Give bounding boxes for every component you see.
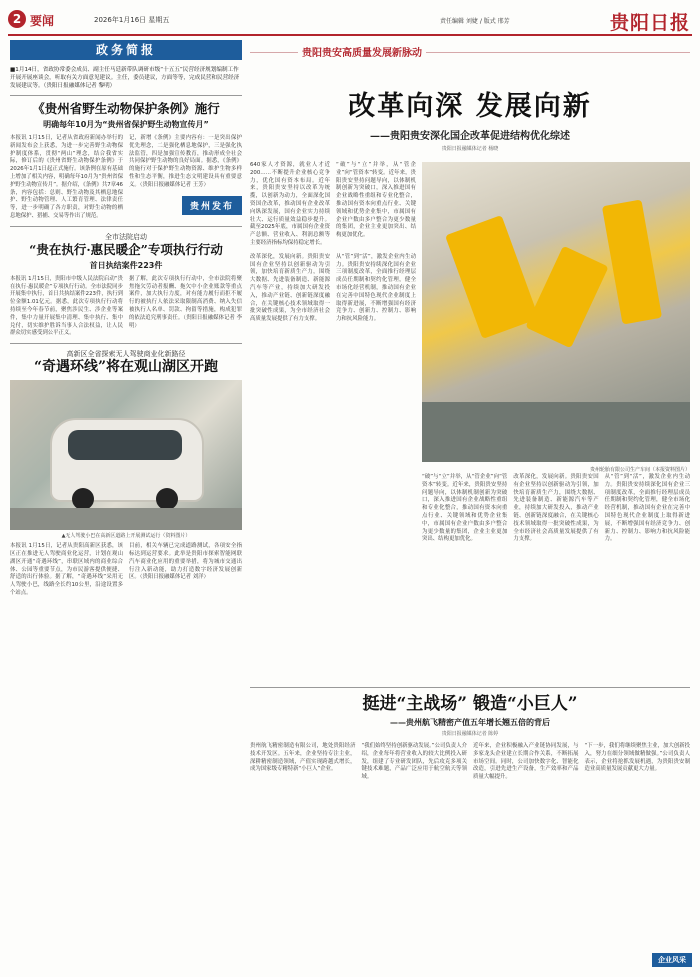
photo-caption: ▲无人驾驶小巴在高新区道路上开展测试运行（资料图片） xyxy=(61,533,191,540)
article-byline: 贵阳日报融媒体记者 陈婷 xyxy=(441,731,499,737)
article-body: 记，新增《条例》主要内容有：一是突出保护优先理念，二是强化栖息地保护，三是强化执法监管，四是加强宣传教育，推动形成全社会共同保护野生动物的良好局面。据悉，《条例》的施行对于保护野生动物资源、维护生物多样性和生态平衡，推进生态文明建设具有重要意义。（贵阳日报融媒体记者 王芳） xyxy=(129,135,242,188)
feature-body: 从“管”到“活”，激发企业内生动力。贵阳贵安持续深化国有企业三项制度改革，全面推行经理层成员任期制和契约化管理，健全市场化经营机制，推动国有企业在完善中国特色现代企业制度上取得新进展，不断增强国有经济竞争力、创新力、控制力、影响力和抗风险能力。 xyxy=(604,474,690,543)
divider xyxy=(250,687,690,688)
article-kicker: 高新区全省探索无人驾驶商业化新路径 xyxy=(66,350,186,359)
divider xyxy=(10,226,242,227)
article-body: “下一步，我们将继续聚焦主业，加大创新投入，努力在细分领域做精做强。”公司负责人表示，企业将抢抓发展机遇，为贵阳贵安制造业高质量发展贡献更大力量。 xyxy=(584,743,690,773)
banner-title: 贵阳贵安高质量发展新脉动 xyxy=(298,44,426,59)
article-subtitle: 首日执结案件223件 xyxy=(89,260,163,270)
feature-body: 改革深化，发展向新。贵阳贵安国有企业坚持以创新驱动为引领，加快培育新质生产力，围绕大数据、先进装备制造、新能源汽车等产业，持续加大研发投入，推动产业链、创新链深度融合，在关键核心技术领域取得一批突破性成果，为全市经济社会高质量发展提供了有力支撑。 xyxy=(513,474,599,543)
article-title: 《贵州省野生动物保护条例》施行 xyxy=(32,101,220,116)
brief-heading: 政务简报 xyxy=(10,40,242,60)
article-body: 本报讯 1月15日，记者从贵阳高新区获悉，该区正在推进无人驾驶商业化运营，计划在观山湖区开通“奇遇环线”，串联区域内的商业综合体、公园等重要节点，为市民游客提供便捷、舒适的出行体验。据了解，“奇遇环线”采用无人驾驶小巴，线路全长约10公里，沿途设置多个站点。 xyxy=(10,543,123,596)
article-autonomous-bus xyxy=(10,349,242,598)
page-header xyxy=(8,8,692,36)
issue-date: 2026年1月16日 星期五 xyxy=(94,16,170,24)
feature-body: “破”与“立”并举，从“管企业”向“管资本”转变。近年来，贵阳贵安坚持问题导向，以体制机制创新为突破口，深入推进国有企业战略性重组和专业化整合，推动国有资本向重点行业、关键领域和优势企业集中，市属国有企业户数由多户整合为更少数量的集团，企业主业更加突出、结构更加优化。 xyxy=(422,474,508,543)
feature-subtitle: ——贵阳贵安深化国企改革促进结构优化综述 xyxy=(370,131,570,142)
column-tag: 贵州发布 xyxy=(182,196,242,215)
article-body: “我们始终坚持创新驱动发展。”公司负责人介绍，企业每年将营业收入的较大比例投入研发，组建了专业研发团队，先后攻克多项关键技术难题，产品广泛应用于航空航天等领域。 xyxy=(361,743,467,781)
feature-body: 640家人才资源，就业人才近200……不断提升企业核心竞争力，优化国有资本布局。近年来，贵阳贵安坚持以改革为统揽，以创新为动力，全面深化国资国企改革，推动国有企业改革向纵深发展，国有企业实力持续壮大、运行质量效益稳步提升。截至2025年底，市属国有企业资产总额、营业收入、利润总额等主要经济指标均保持稳定增长。 xyxy=(250,162,330,246)
feature-banner xyxy=(250,40,690,64)
bus-photo xyxy=(10,380,242,530)
feature-body: 从“管”到“活”，激发企业内生动力。贵阳贵安持续深化国有企业三项制度改革，全面推行经理层成员任期制和契约化管理，健全市场化经营机制，推动国有企业在完善中国特色现代企业制度上取得新进展，不断增强国有经济竞争力、创新力、控制力、影响力和抗风险能力。 xyxy=(336,253,416,323)
article-body: 本报讯 1月15日，贵阳市中级人民法院启动“贵在执行·惠民暖企”专项执行行动。全市法院同步开展集中执行，首日共执结案件223件，执行到位金额1.01亿元。据悉，此次专项执行行动将持续至今年春节前，聚焦涉民生、涉企业等案件，集中力量开展集中清理、集中执行、集中兑付，切实维护胜诉当事人合法权益，让人民群众切实感受到公平正义。 xyxy=(10,275,123,337)
page-number: 2 xyxy=(8,10,26,28)
right-column xyxy=(250,40,690,782)
article-body: 据了解，此次专项执行行动中，全市法院将聚焦拖欠劳动者报酬、拖欠中小企业账款等重点案件，加大执行力度，对有能力履行而拒不履行的被执行人依法采取限制高消费、纳入失信被执行人名单、罚款、拘留等措施，构成犯罪的依法追究刑事责任。（贵阳日报融媒体记者 李明） xyxy=(129,275,242,329)
article-wildlife xyxy=(10,101,242,221)
left-column xyxy=(10,40,242,598)
feature-title: 改革向深 发展向新 xyxy=(348,91,592,122)
article-court xyxy=(10,232,242,338)
article-title: “贵在执行·惠民暖企”专项执行行动 xyxy=(29,241,223,257)
divider xyxy=(10,95,242,96)
feature-body: “破”与“立”并举，从“管企业”向“管资本”转变。近年来，贵阳贵安坚持问题导向，以体制机制创新为突破口，深入推进国有企业战略性重组和专业化整合，推动国有资本向重点行业、关键领域和优势企业集中，市属国有企业户数由多户整合为更少数量的集团，企业主业更加突出、结构更加优化。 xyxy=(336,162,416,239)
feature-byline: 贵阳日报融媒体记者 杨晓 xyxy=(441,146,499,152)
article-subtitle: 明确每年10月为“贵州省保护野生动物宣传月” xyxy=(43,120,209,129)
photo-caption: 贵州轮胎有限公司生产车间（本报资料图片） xyxy=(589,467,690,473)
factory-robot-photo xyxy=(422,162,690,462)
section-name: 要闻 xyxy=(30,14,55,28)
article-body: 本报讯 1月15日，记者从省政府新闻办举行的新闻发布会上获悉，为进一步完善野生动物保护制度体系，贯彻“两山”理念，结合我省实际，修订后的《贵州省野生动物保护条例》于2026年1月1日起正式施行。该条例在原有基础上增加了相关内容，明确每年10月为“贵州省保护野生动物宣传月”。据介绍，《条例》共7章46条，内容包括：总则、野生动物及其栖息地保护、野生动物管理、人工繁育管理、法律责任等，进一步明确了各方职责，对野生动物的栖息地保护、猎捕、交易等作出了规范。 xyxy=(10,135,123,219)
article-body: 贵州航飞精密制造有限公司，地处贵阳经济技术开发区。五年来，企业坚持专注主业，深耕精密制造领域，产值实现跨越式增长，成为国家级专精特新“小巨人”企业。 xyxy=(250,743,356,773)
feature-body: 改革深化，发展向新。贵阳贵安国有企业坚持以创新驱动为引领，加快培育新质生产力，围绕大数据、先进装备制造、新能源汽车等产业，持续加大研发投入，推动产业链、创新链深度融合，在关键核心技术领域取得一批突破性成果，为全市经济社会高质量发展提供了有力支撑。 xyxy=(250,253,330,323)
footer-column-tag: 企业风采 xyxy=(652,953,692,967)
article-enterprise xyxy=(250,693,690,782)
editor-credits: 责任编辑 刘婕 / 版式 邢芳 xyxy=(440,18,510,25)
article-title: 挺进“主战场” 锻造“小巨人” xyxy=(362,694,578,714)
article-body: 近年来，企业积极融入产业链协同发展，与多家龙头企业建立长期合作关系，不断拓展市场空间。同时，公司加快数字化、智能化改造，引进先进生产设备，生产效率和产品质量大幅提升。 xyxy=(473,743,579,781)
brief-text: ■1月14日，省政协常委会成员、副主任马廷新带队调研市级“十五五”民营经济规划编制工作开展开展座谈会，听取有关方面意见建议。主任，委员建议，方面等等，完成民营和民营经济发展建议等。（贵阳日报融媒体记者 黎明） xyxy=(10,67,240,89)
article-subtitle: ——贵州航飞精密产值五年增长翘五倍的背后 xyxy=(390,718,550,727)
newspaper-logo: 贵阳日报 xyxy=(609,12,690,34)
article-body: 目前，相关车辆已完成道路测试，各项安全指标达到运营要求。此举是贵阳市探索智能网联汽车商业化应用的重要举措，将为城市交通出行注入新动能，助力打造数字经济发展创新区。（贵阳日报融媒体记者 刘洋） xyxy=(129,543,242,581)
divider xyxy=(10,343,242,344)
article-title: “奇遇环线”将在观山湖区开跑 xyxy=(33,359,219,376)
article-kicker: 全市法院启动 xyxy=(105,232,147,241)
